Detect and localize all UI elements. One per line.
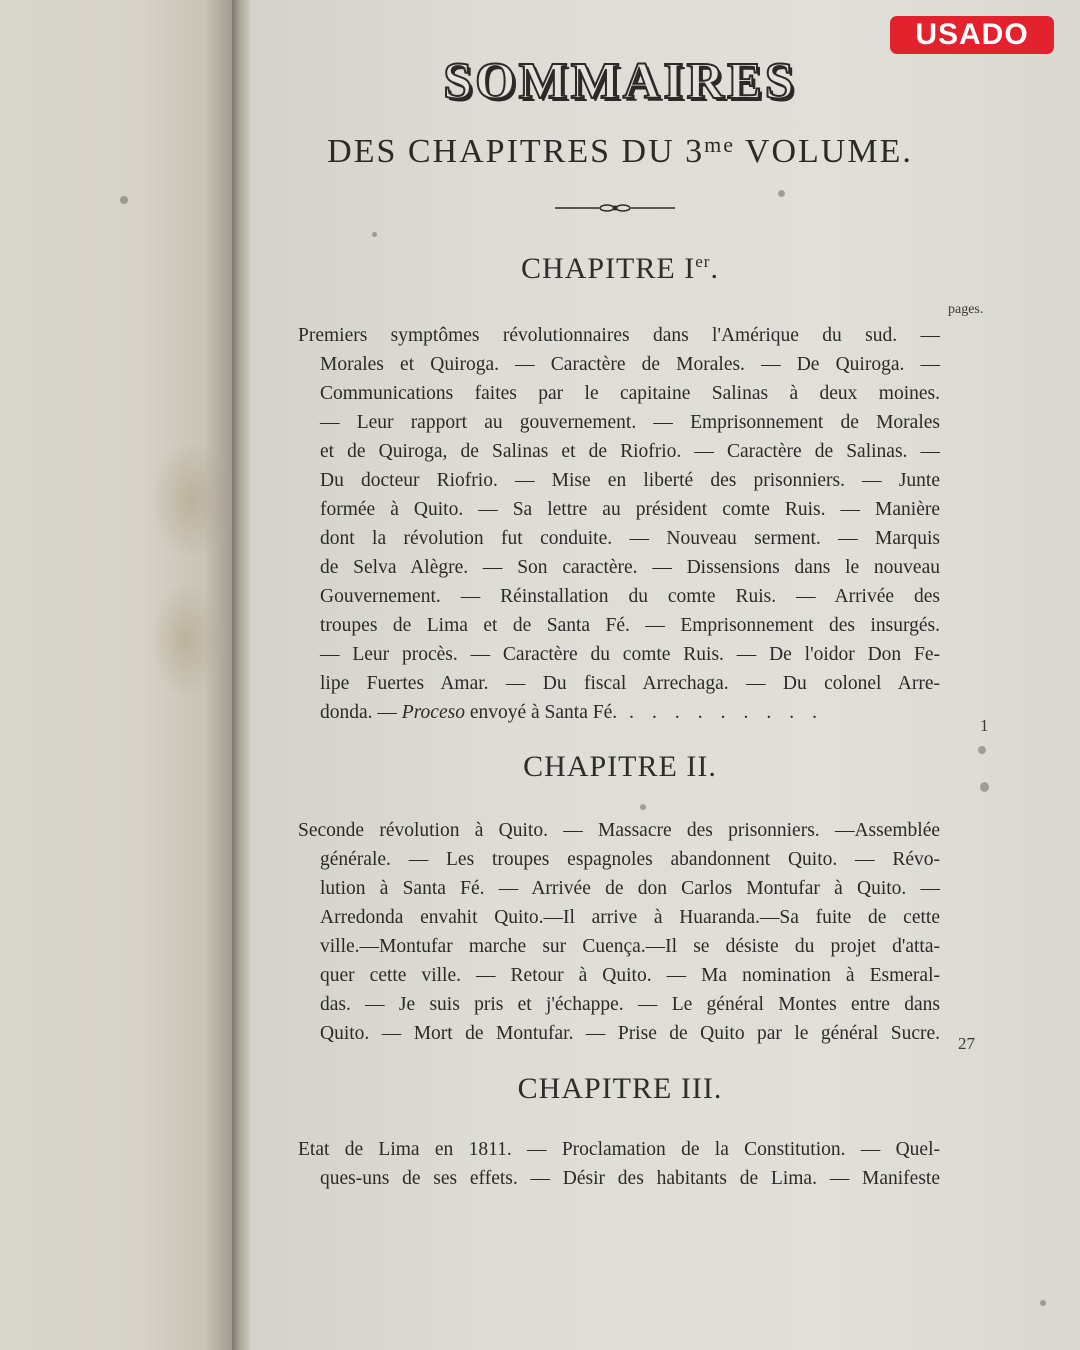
chapter-1-heading-text: CHAPITRE I [521, 252, 696, 285]
summary-line: Du docteur Riofrio. — Mise en liberté des prisonniers. — Junte [320, 470, 940, 491]
paper-speck [120, 196, 128, 204]
summary-line: quer cette ville. — Retour à Quito. — Ma nomination à Esmeral- [320, 965, 940, 986]
summary-line: et de Quiroga, de Salinas et de Riofrio. — Caractère de Salinas. — [320, 441, 940, 462]
chapter-2-heading: CHAPITRE II. [523, 750, 717, 783]
summary-line: Quito. — Mort de Montufar. — Prise de Quito par le général Sucre. [320, 1023, 940, 1044]
paper-speck [1040, 1300, 1046, 1306]
chapter-2-page-number: 27 [958, 1034, 975, 1053]
summary-text: envoyé à Santa Fé. [464, 702, 618, 723]
summary-line: Arredonda envahit Quito.—Il arrive à Huaranda.—Sa fuite de cette [320, 907, 940, 928]
summary-line: Communications faites par le capitaine Salinas à deux moines. [320, 383, 940, 404]
chapter-1-heading [300, 252, 940, 286]
summary-line: formée à Quito. — Sa lettre au président comte Ruis. — Manière [320, 499, 940, 520]
summary-line: dont la révolution fut conduite. — Nouveau serment. — Marquis [320, 528, 940, 549]
summary-line: générale. — Les troupes espagnoles abandonnent Quito. — Révo- [320, 849, 940, 870]
summary-text: donda. — [320, 702, 402, 723]
summary-italic-term: Proceso [401, 702, 465, 723]
summary-line: Etat de Lima en 1811. — Proclamation de la Constitution. — Quel- [298, 1139, 940, 1160]
summary-line: de Selva Alègre. — Son caractère. — Dissensions dans le nouveau [320, 557, 940, 578]
summary-line: ville.—Montufar marche sur Cuença.—Il se désiste du projet d'atta- [320, 936, 940, 957]
summary-line: das. — Je suis pris et j'échappe. — Le général Montes entre dans [320, 994, 940, 1015]
paper-stain [150, 440, 230, 560]
subtitle-text-end: VOLUME. [735, 133, 913, 170]
summary-line: ques-uns de ses effets. — Désir des habitants de Lima. — Manifeste [320, 1168, 940, 1189]
chapter-1-heading-superscript: er [695, 252, 711, 271]
chapter-1-page-number: 1 [980, 716, 989, 735]
paper-stain [150, 580, 220, 700]
summary-line: — Leur rapport au gouvernement. — Emprisonnement de Morales [320, 412, 940, 433]
summary-line: — Leur procès. — Caractère du comte Ruis. — De l'oidor Don Fe- [320, 644, 940, 665]
book-gutter [232, 0, 250, 1350]
paper-speck [640, 804, 646, 810]
summary-line-last [298, 698, 940, 727]
subtitle-text: DES CHAPITRES DU 3 [327, 133, 705, 170]
used-badge: USADO [890, 16, 1054, 54]
chapter-2-summary [298, 816, 940, 1048]
subtitle-superscript: me [704, 132, 736, 157]
dot-leader: ......... [629, 702, 836, 723]
left-page [0, 0, 232, 1350]
paper-speck [980, 782, 989, 792]
chapter-3-summary [298, 1135, 940, 1193]
ornament-divider-icon [555, 200, 675, 216]
summary-line: Premiers symptômes révolutionnaires dans l'Amérique du sud. — [298, 325, 940, 346]
chapter-1-summary [298, 321, 940, 727]
page-title: SOMMAIRES [443, 53, 797, 110]
paper-speck [778, 190, 785, 197]
summary-line: Morales et Quiroga. — Caractère de Morales. — De Quiroga. — [320, 354, 940, 375]
summary-line: Gouvernement. — Réinstallation du comte Ruis. — Arrivée des [320, 586, 940, 607]
chapter-3-heading: CHAPITRE III. [517, 1072, 723, 1105]
paper-speck [372, 232, 377, 237]
summary-line: Seconde révolution à Quito. — Massacre des prisonniers. —Assemblée [298, 820, 940, 841]
pages-column-label: pages. [948, 302, 984, 317]
summary-line: troupes de Lima et de Santa Fé. — Emprisonnement des insurgés. [320, 615, 940, 636]
summary-line: lipe Fuertes Amar. — Du fiscal Arrechaga. — Du colonel Arre- [320, 673, 940, 694]
page-subtitle [300, 132, 940, 171]
chapter-1-heading-end: . [710, 252, 719, 285]
paper-speck [978, 746, 986, 754]
summary-line: lution à Santa Fé. — Arrivée de don Carlos Montufar à Quito. — [320, 878, 940, 899]
